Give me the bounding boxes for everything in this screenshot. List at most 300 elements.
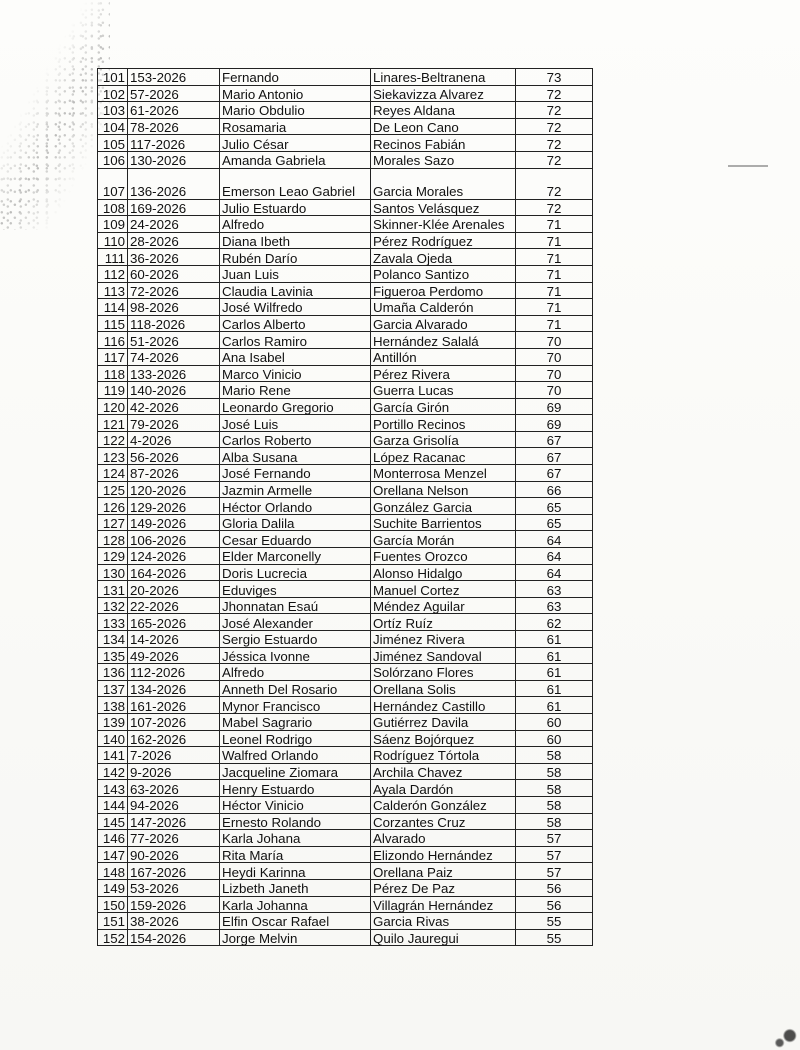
- table-row: [98, 265, 593, 282]
- file-code-cell: 36-2026: [128, 249, 220, 266]
- file-code-cell: 61-2026: [128, 102, 220, 119]
- row-number-cell: 143: [98, 780, 128, 797]
- scan-mark: [728, 165, 768, 167]
- scan-corner-mark: [766, 1014, 800, 1050]
- results-table-body: [98, 69, 593, 946]
- row-number-cell: 103: [98, 102, 128, 119]
- last-name-cell: Morales Sazo: [371, 151, 516, 168]
- table-row: [98, 863, 593, 880]
- last-name-cell: Archila Chavez: [371, 763, 516, 780]
- row-number-cell: 135: [98, 647, 128, 664]
- file-code-cell: 14-2026: [128, 631, 220, 648]
- table-row: [98, 763, 593, 780]
- table-row: [98, 548, 593, 565]
- score-cell: 67: [516, 431, 593, 448]
- file-code-cell: 60-2026: [128, 265, 220, 282]
- row-number-cell: 145: [98, 813, 128, 830]
- table-row: [98, 448, 593, 465]
- first-name-cell: Jéssica Ivonne: [220, 647, 371, 664]
- row-number-cell: 114: [98, 299, 128, 316]
- file-code-cell: 169-2026: [128, 199, 220, 216]
- score-cell: 69: [516, 398, 593, 415]
- first-name-cell: Cesar Eduardo: [220, 531, 371, 548]
- file-code-cell: 51-2026: [128, 332, 220, 349]
- table-row: [98, 168, 593, 199]
- first-name-cell: José Fernando: [220, 465, 371, 482]
- last-name-cell: Ortíz Ruíz: [371, 614, 516, 631]
- score-cell: 60: [516, 713, 593, 730]
- first-name-cell: Eduviges: [220, 581, 371, 598]
- file-code-cell: 147-2026: [128, 813, 220, 830]
- score-cell: 64: [516, 548, 593, 565]
- row-number-cell: 107: [98, 168, 128, 199]
- first-name-cell: Juan Luis: [220, 265, 371, 282]
- last-name-cell: Orellana Nelson: [371, 481, 516, 498]
- row-number-cell: 128: [98, 531, 128, 548]
- table-row: [98, 879, 593, 896]
- file-code-cell: 56-2026: [128, 448, 220, 465]
- table-row: [98, 216, 593, 233]
- score-cell: 66: [516, 481, 593, 498]
- table-row: [98, 348, 593, 365]
- last-name-cell: López Racanac: [371, 448, 516, 465]
- first-name-cell: Jacqueline Ziomara: [220, 763, 371, 780]
- first-name-cell: Fernando: [220, 69, 371, 86]
- file-code-cell: 22-2026: [128, 597, 220, 614]
- last-name-cell: Jiménez Sandoval: [371, 647, 516, 664]
- file-code-cell: 107-2026: [128, 713, 220, 730]
- table-row: [98, 102, 593, 119]
- row-number-cell: 122: [98, 431, 128, 448]
- score-cell: 60: [516, 730, 593, 747]
- score-cell: 63: [516, 597, 593, 614]
- row-number-cell: 136: [98, 664, 128, 681]
- first-name-cell: Diana Ibeth: [220, 232, 371, 249]
- last-name-cell: Santos Velásquez: [371, 199, 516, 216]
- score-cell: 57: [516, 863, 593, 880]
- first-name-cell: Mynor Francisco: [220, 697, 371, 714]
- file-code-cell: 57-2026: [128, 85, 220, 102]
- first-name-cell: Rubén Darío: [220, 249, 371, 266]
- last-name-cell: Rodríguez Tórtola: [371, 747, 516, 764]
- last-name-cell: Reyes Aldana: [371, 102, 516, 119]
- table-row: [98, 315, 593, 332]
- scan-speckle: [0, 0, 110, 230]
- last-name-cell: Guerra Lucas: [371, 382, 516, 399]
- last-name-cell: Antillón: [371, 348, 516, 365]
- file-code-cell: 90-2026: [128, 846, 220, 863]
- last-name-cell: Pérez Rivera: [371, 365, 516, 382]
- score-cell: 64: [516, 531, 593, 548]
- table-row: [98, 846, 593, 863]
- row-number-cell: 105: [98, 135, 128, 152]
- last-name-cell: Garza Grisolía: [371, 431, 516, 448]
- score-cell: 70: [516, 365, 593, 382]
- row-number-cell: 129: [98, 548, 128, 565]
- last-name-cell: Hernández Salalá: [371, 332, 516, 349]
- table-row: [98, 118, 593, 135]
- first-name-cell: Leonel Rodrigo: [220, 730, 371, 747]
- score-cell: 58: [516, 763, 593, 780]
- file-code-cell: 87-2026: [128, 465, 220, 482]
- last-name-cell: Calderón González: [371, 796, 516, 813]
- table-row: [98, 199, 593, 216]
- score-cell: 56: [516, 879, 593, 896]
- file-code-cell: 112-2026: [128, 664, 220, 681]
- row-number-cell: 119: [98, 382, 128, 399]
- row-number-cell: 150: [98, 896, 128, 913]
- file-code-cell: 154-2026: [128, 929, 220, 946]
- file-code-cell: 78-2026: [128, 118, 220, 135]
- score-cell: 73: [516, 69, 593, 86]
- last-name-cell: Corzantes Cruz: [371, 813, 516, 830]
- row-number-cell: 132: [98, 597, 128, 614]
- file-code-cell: 118-2026: [128, 315, 220, 332]
- score-cell: 65: [516, 514, 593, 531]
- score-cell: 71: [516, 249, 593, 266]
- last-name-cell: García Morán: [371, 531, 516, 548]
- row-number-cell: 151: [98, 913, 128, 930]
- row-number-cell: 141: [98, 747, 128, 764]
- first-name-cell: Alfredo: [220, 216, 371, 233]
- first-name-cell: Mabel Sagrario: [220, 713, 371, 730]
- score-cell: 57: [516, 830, 593, 847]
- last-name-cell: Suchite Barrientos: [371, 514, 516, 531]
- row-number-cell: 152: [98, 929, 128, 946]
- last-name-cell: Pérez Rodríguez: [371, 232, 516, 249]
- row-number-cell: 134: [98, 631, 128, 648]
- row-number-cell: 109: [98, 216, 128, 233]
- first-name-cell: Mario Obdulio: [220, 102, 371, 119]
- row-number-cell: 116: [98, 332, 128, 349]
- last-name-cell: Orellana Solis: [371, 680, 516, 697]
- first-name-cell: Walfred Orlando: [220, 747, 371, 764]
- score-cell: 71: [516, 299, 593, 316]
- last-name-cell: Siekavizza Alvarez: [371, 85, 516, 102]
- first-name-cell: Jorge Melvin: [220, 929, 371, 946]
- table-row: [98, 365, 593, 382]
- first-name-cell: José Alexander: [220, 614, 371, 631]
- last-name-cell: Alvarado: [371, 830, 516, 847]
- last-name-cell: Garcia Rivas: [371, 913, 516, 930]
- first-name-cell: Carlos Alberto: [220, 315, 371, 332]
- first-name-cell: Mario Rene: [220, 382, 371, 399]
- first-name-cell: Doris Lucrecia: [220, 564, 371, 581]
- first-name-cell: Alba Susana: [220, 448, 371, 465]
- file-code-cell: 20-2026: [128, 581, 220, 598]
- first-name-cell: José Luis: [220, 415, 371, 432]
- row-number-cell: 104: [98, 118, 128, 135]
- last-name-cell: Solórzano Flores: [371, 664, 516, 681]
- table-row: [98, 465, 593, 482]
- score-cell: 72: [516, 199, 593, 216]
- file-code-cell: 4-2026: [128, 431, 220, 448]
- file-code-cell: 136-2026: [128, 168, 220, 199]
- file-code-cell: 74-2026: [128, 348, 220, 365]
- file-code-cell: 164-2026: [128, 564, 220, 581]
- score-cell: 71: [516, 265, 593, 282]
- first-name-cell: Héctor Vinicio: [220, 796, 371, 813]
- row-number-cell: 130: [98, 564, 128, 581]
- file-code-cell: 79-2026: [128, 415, 220, 432]
- first-name-cell: Alfredo: [220, 664, 371, 681]
- table-row: [98, 614, 593, 631]
- file-code-cell: 161-2026: [128, 697, 220, 714]
- score-cell: 61: [516, 664, 593, 681]
- score-cell: 70: [516, 332, 593, 349]
- row-number-cell: 117: [98, 348, 128, 365]
- first-name-cell: Karla Johanna: [220, 896, 371, 913]
- score-cell: 61: [516, 697, 593, 714]
- score-cell: 71: [516, 315, 593, 332]
- first-name-cell: Ernesto Rolando: [220, 813, 371, 830]
- file-code-cell: 77-2026: [128, 830, 220, 847]
- score-cell: 72: [516, 85, 593, 102]
- last-name-cell: Monterrosa Menzel: [371, 465, 516, 482]
- file-code-cell: 153-2026: [128, 69, 220, 86]
- last-name-cell: Hernández Castillo: [371, 697, 516, 714]
- first-name-cell: Claudia Lavinia: [220, 282, 371, 299]
- score-cell: 72: [516, 135, 593, 152]
- score-cell: 65: [516, 498, 593, 515]
- score-cell: 61: [516, 680, 593, 697]
- score-cell: 61: [516, 631, 593, 648]
- last-name-cell: Garcia Morales: [371, 168, 516, 199]
- first-name-cell: Carlos Ramiro: [220, 332, 371, 349]
- table-row: [98, 813, 593, 830]
- file-code-cell: 117-2026: [128, 135, 220, 152]
- table-row: [98, 913, 593, 930]
- last-name-cell: Manuel Cortez: [371, 581, 516, 598]
- first-name-cell: Rosamaria: [220, 118, 371, 135]
- table-row: [98, 713, 593, 730]
- file-code-cell: 28-2026: [128, 232, 220, 249]
- row-number-cell: 127: [98, 514, 128, 531]
- last-name-cell: Pérez De Paz: [371, 879, 516, 896]
- last-name-cell: Linares-Beltranena: [371, 69, 516, 86]
- table-row: [98, 514, 593, 531]
- last-name-cell: Skinner-Klée Arenales: [371, 216, 516, 233]
- last-name-cell: Alonso Hidalgo: [371, 564, 516, 581]
- last-name-cell: Zavala Ojeda: [371, 249, 516, 266]
- first-name-cell: José Wilfredo: [220, 299, 371, 316]
- table-row: [98, 498, 593, 515]
- score-cell: 55: [516, 929, 593, 946]
- row-number-cell: 149: [98, 879, 128, 896]
- last-name-cell: Garcia Alvarado: [371, 315, 516, 332]
- last-name-cell: García Girón: [371, 398, 516, 415]
- first-name-cell: Jazmin Armelle: [220, 481, 371, 498]
- score-cell: 71: [516, 216, 593, 233]
- first-name-cell: Emerson Leao Gabriel: [220, 168, 371, 199]
- first-name-cell: Elfin Oscar Rafael: [220, 913, 371, 930]
- last-name-cell: Orellana Paiz: [371, 863, 516, 880]
- first-name-cell: Heydi Karinna: [220, 863, 371, 880]
- row-number-cell: 115: [98, 315, 128, 332]
- score-cell: 72: [516, 168, 593, 199]
- table-row: [98, 249, 593, 266]
- last-name-cell: Portillo Recinos: [371, 415, 516, 432]
- table-row: [98, 697, 593, 714]
- first-name-cell: Sergio Estuardo: [220, 631, 371, 648]
- row-number-cell: 101: [98, 69, 128, 86]
- file-code-cell: 159-2026: [128, 896, 220, 913]
- table-row: [98, 151, 593, 168]
- table-row: [98, 69, 593, 86]
- table-row: [98, 415, 593, 432]
- first-name-cell: Julio César: [220, 135, 371, 152]
- first-name-cell: Héctor Orlando: [220, 498, 371, 515]
- file-code-cell: 140-2026: [128, 382, 220, 399]
- score-cell: 62: [516, 614, 593, 631]
- first-name-cell: Rita María: [220, 846, 371, 863]
- first-name-cell: Karla Johana: [220, 830, 371, 847]
- score-cell: 72: [516, 102, 593, 119]
- file-code-cell: 7-2026: [128, 747, 220, 764]
- table-row: [98, 282, 593, 299]
- file-code-cell: 98-2026: [128, 299, 220, 316]
- row-number-cell: 111: [98, 249, 128, 266]
- file-code-cell: 167-2026: [128, 863, 220, 880]
- table-row: [98, 747, 593, 764]
- row-number-cell: 106: [98, 151, 128, 168]
- last-name-cell: Jiménez Rivera: [371, 631, 516, 648]
- last-name-cell: Sáenz Bojórquez: [371, 730, 516, 747]
- first-name-cell: Lizbeth Janeth: [220, 879, 371, 896]
- file-code-cell: 53-2026: [128, 879, 220, 896]
- score-cell: 67: [516, 465, 593, 482]
- score-cell: 57: [516, 846, 593, 863]
- table-row: [98, 830, 593, 847]
- score-cell: 70: [516, 348, 593, 365]
- first-name-cell: Ana Isabel: [220, 348, 371, 365]
- row-number-cell: 137: [98, 680, 128, 697]
- last-name-cell: Ayala Dardón: [371, 780, 516, 797]
- file-code-cell: 63-2026: [128, 780, 220, 797]
- file-code-cell: 94-2026: [128, 796, 220, 813]
- score-cell: 71: [516, 232, 593, 249]
- file-code-cell: 124-2026: [128, 548, 220, 565]
- first-name-cell: Gloria Dalila: [220, 514, 371, 531]
- file-code-cell: 24-2026: [128, 216, 220, 233]
- score-cell: 63: [516, 581, 593, 598]
- first-name-cell: Amanda Gabriela: [220, 151, 371, 168]
- row-number-cell: 102: [98, 85, 128, 102]
- results-table: [97, 68, 593, 946]
- table-row: [98, 780, 593, 797]
- table-row: [98, 232, 593, 249]
- table-row: [98, 597, 593, 614]
- file-code-cell: 165-2026: [128, 614, 220, 631]
- row-number-cell: 124: [98, 465, 128, 482]
- table-row: [98, 531, 593, 548]
- table-row: [98, 647, 593, 664]
- file-code-cell: 120-2026: [128, 481, 220, 498]
- file-code-cell: 42-2026: [128, 398, 220, 415]
- table-row: [98, 581, 593, 598]
- row-number-cell: 131: [98, 581, 128, 598]
- table-row: [98, 481, 593, 498]
- first-name-cell: Anneth Del Rosario: [220, 680, 371, 697]
- file-code-cell: 149-2026: [128, 514, 220, 531]
- last-name-cell: Polanco Santizo: [371, 265, 516, 282]
- score-cell: 58: [516, 747, 593, 764]
- row-number-cell: 140: [98, 730, 128, 747]
- row-number-cell: 125: [98, 481, 128, 498]
- table-row: [98, 135, 593, 152]
- table-row: [98, 398, 593, 415]
- row-number-cell: 146: [98, 830, 128, 847]
- last-name-cell: Fuentes Orozco: [371, 548, 516, 565]
- row-number-cell: 120: [98, 398, 128, 415]
- last-name-cell: Quilo Jauregui: [371, 929, 516, 946]
- file-code-cell: 129-2026: [128, 498, 220, 515]
- last-name-cell: Villagrán Hernández: [371, 896, 516, 913]
- first-name-cell: Julio Estuardo: [220, 199, 371, 216]
- row-number-cell: 118: [98, 365, 128, 382]
- table-row: [98, 680, 593, 697]
- table-row: [98, 929, 593, 946]
- file-code-cell: 49-2026: [128, 647, 220, 664]
- last-name-cell: Elizondo Hernández: [371, 846, 516, 863]
- score-cell: 58: [516, 780, 593, 797]
- table-row: [98, 796, 593, 813]
- score-cell: 56: [516, 896, 593, 913]
- row-number-cell: 147: [98, 846, 128, 863]
- row-number-cell: 126: [98, 498, 128, 515]
- first-name-cell: Leonardo Gregorio: [220, 398, 371, 415]
- score-cell: 55: [516, 913, 593, 930]
- score-cell: 69: [516, 415, 593, 432]
- table-row: [98, 564, 593, 581]
- row-number-cell: 108: [98, 199, 128, 216]
- file-code-cell: 162-2026: [128, 730, 220, 747]
- file-code-cell: 130-2026: [128, 151, 220, 168]
- score-cell: 58: [516, 813, 593, 830]
- table-row: [98, 664, 593, 681]
- last-name-cell: Gutiérrez Davila: [371, 713, 516, 730]
- last-name-cell: Umaña Calderón: [371, 299, 516, 316]
- last-name-cell: De Leon Cano: [371, 118, 516, 135]
- table-row: [98, 85, 593, 102]
- row-number-cell: 142: [98, 763, 128, 780]
- first-name-cell: Carlos Roberto: [220, 431, 371, 448]
- file-code-cell: 134-2026: [128, 680, 220, 697]
- table-row: [98, 431, 593, 448]
- row-number-cell: 123: [98, 448, 128, 465]
- table-row: [98, 299, 593, 316]
- row-number-cell: 121: [98, 415, 128, 432]
- score-cell: 72: [516, 118, 593, 135]
- table-row: [98, 631, 593, 648]
- row-number-cell: 112: [98, 265, 128, 282]
- row-number-cell: 148: [98, 863, 128, 880]
- last-name-cell: Méndez Aguilar: [371, 597, 516, 614]
- score-cell: 61: [516, 647, 593, 664]
- score-cell: 58: [516, 796, 593, 813]
- row-number-cell: 139: [98, 713, 128, 730]
- first-name-cell: Henry Estuardo: [220, 780, 371, 797]
- row-number-cell: 144: [98, 796, 128, 813]
- score-cell: 72: [516, 151, 593, 168]
- file-code-cell: 133-2026: [128, 365, 220, 382]
- file-code-cell: 9-2026: [128, 763, 220, 780]
- last-name-cell: Figueroa Perdomo: [371, 282, 516, 299]
- table-row: [98, 896, 593, 913]
- score-cell: 71: [516, 282, 593, 299]
- table-row: [98, 382, 593, 399]
- score-cell: 64: [516, 564, 593, 581]
